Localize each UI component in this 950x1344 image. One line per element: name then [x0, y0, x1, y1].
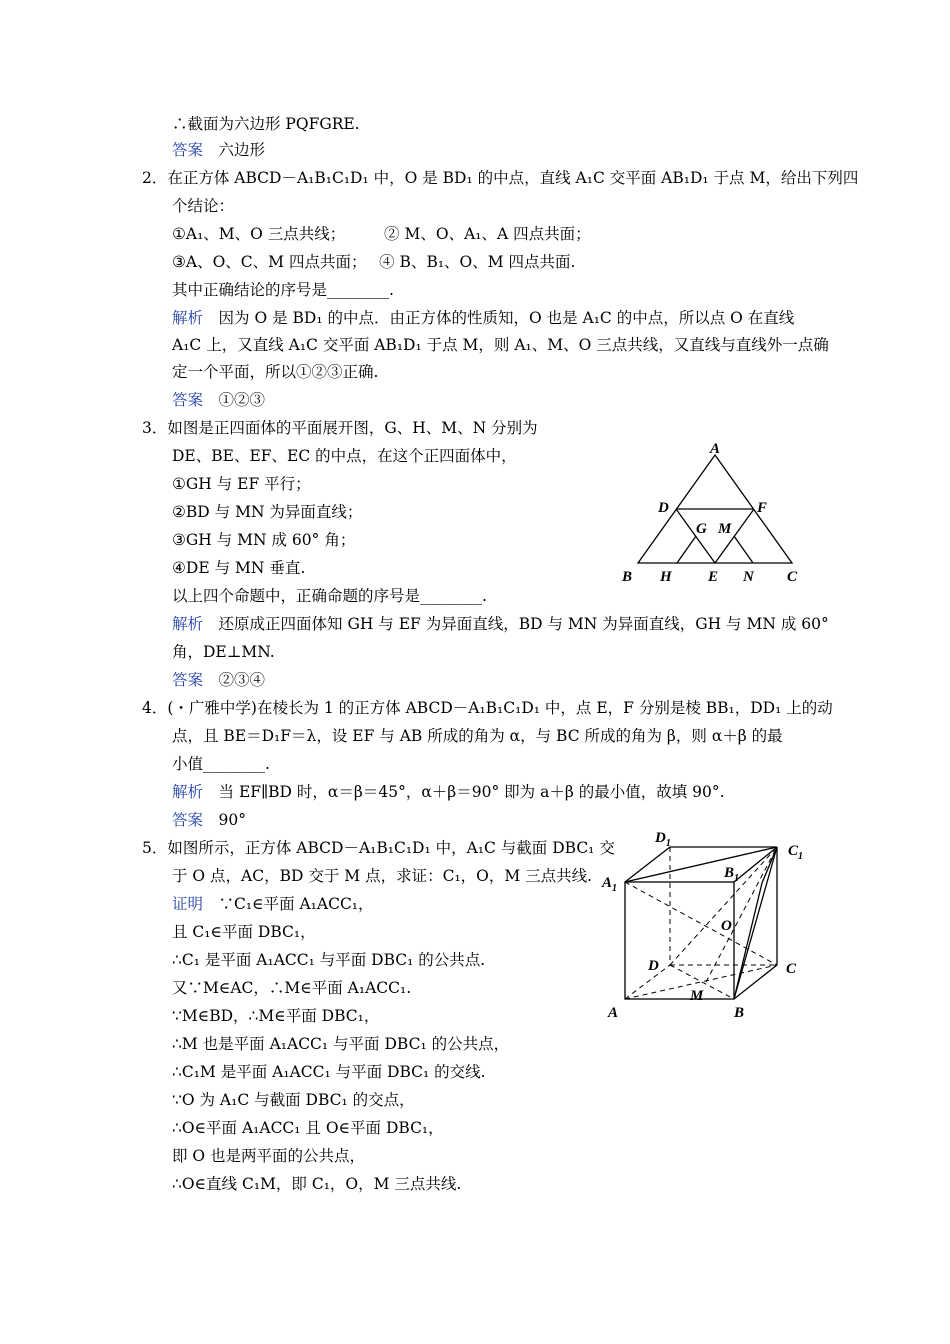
text-run: DE、BE、EF、EC 的中点，在这个正四面体中，	[172, 447, 517, 465]
text-run: ∴O∈直线 C₁M，即 C₁，O，M 三点共线.	[172, 1175, 462, 1193]
text-run: 且 C₁∈平面 DBC₁，	[172, 923, 316, 941]
text-run: 即 O 也是两平面的公共点，	[172, 1147, 366, 1165]
text-run: ∴C₁M 是平面 A₁ACC₁ 与平面 DBC₁ 的交线.	[172, 1063, 486, 1081]
label-C1: $C_1$	[788, 843, 804, 862]
text-run: 定一个平面，所以①②③正确.	[172, 363, 379, 381]
label-N: N	[743, 569, 754, 585]
label-O: O	[721, 918, 732, 934]
text-run: ∵O 为 A₁C 与截面 DBC₁ 的交点，	[172, 1091, 415, 1109]
text-line	[172, 139, 265, 161]
text-line	[172, 473, 311, 495]
text-line	[142, 837, 615, 859]
text-line	[172, 921, 316, 943]
label-E: E	[708, 569, 719, 585]
text-run: 还原成正四面体知 GH 与 EF 为异面直线，BD 与 MN 为异面直线，GH 与 MN 成 60°	[203, 615, 829, 633]
section-label: 解析	[172, 615, 204, 633]
text-run: 小值________.	[172, 755, 270, 773]
text-run: ①GH 与 EF 平行；	[172, 475, 311, 493]
text-run: 个结论：	[172, 197, 235, 215]
text-run: 3．如图是正四面体的平面展开图，G、H、M、N 分别为	[142, 419, 538, 437]
text-run: ∴C₁ 是平面 A₁ACC₁ 与平面 DBC₁ 的公共点.	[172, 951, 486, 969]
section-label: 证明	[172, 895, 204, 913]
tetrahedron-net-figure	[610, 435, 810, 590]
text-line	[142, 417, 538, 439]
text-line	[172, 334, 829, 356]
section-label: 答案	[172, 671, 204, 689]
cube-figure	[600, 825, 815, 1025]
text-line	[142, 167, 858, 189]
text-run: ①②③	[203, 391, 266, 409]
text-run: 又∵M∈AC，∴M∈平面 A₁ACC₁.	[172, 979, 412, 997]
label-B: B	[734, 1005, 745, 1021]
text-line	[172, 1089, 415, 1111]
text-run: ∵M∈BD，∴M∈平面 DBC₁，	[172, 1007, 380, 1025]
text-run: ④DE 与 MN 垂直.	[172, 559, 306, 577]
text-line	[172, 361, 378, 383]
label-D: D	[658, 500, 669, 516]
text-line	[172, 251, 576, 273]
text-line	[172, 307, 794, 329]
text-line	[172, 529, 355, 551]
text-line	[172, 1005, 379, 1027]
label-F: F	[757, 500, 768, 516]
text-run: 5．如图所示，正方体 ABCD－A₁B₁C₁D₁ 中，A₁C 与截面 DBC₁ 交	[142, 839, 615, 857]
text-line	[172, 641, 275, 663]
text-line	[172, 1033, 509, 1055]
text-line	[172, 1173, 461, 1195]
text-line	[172, 725, 783, 747]
text-run: ∵C₁∈平面 A₁ACC₁，	[203, 895, 374, 913]
section-label: 解析	[172, 783, 204, 801]
text-run: 六边形	[203, 141, 266, 159]
label-C: C	[786, 961, 797, 977]
text-run: 2．在正方体 ABCD－A₁B₁C₁D₁ 中，O 是 BD₁ 的中点，直线 A₁C 交平面 AB₁D₁ 于点 M，给出下列四	[142, 169, 859, 187]
label-A1: $A_1$	[602, 875, 618, 894]
text-line	[172, 501, 362, 523]
text-line	[172, 557, 305, 579]
text-run: ③A、O、C、M 四点共面； ④ B、B₁、O、M 四点共面.	[172, 253, 576, 271]
text-run: A₁C 上，又直线 A₁C 交平面 AB₁D₁ 于点 M，则 A₁、M、O 三点共线，又直线与直线外一点确	[172, 336, 829, 354]
section-label: 答案	[172, 391, 204, 409]
text-line	[172, 753, 270, 775]
text-line	[172, 977, 411, 999]
text-line	[172, 893, 374, 915]
label-D1: $D_1$	[655, 830, 671, 849]
text-run: ②③④	[203, 671, 266, 689]
section-label: 解析	[172, 309, 204, 327]
text-line	[172, 669, 265, 691]
label-G: G	[696, 521, 707, 537]
label-C: C	[787, 569, 798, 585]
text-run: ②BD 与 MN 为异面直线；	[172, 503, 363, 521]
text-line	[172, 865, 592, 887]
text-run: ①A₁、M、O 三点共线； ② M、O、A₁、A 四点共面；	[172, 225, 591, 243]
text-line	[172, 1117, 444, 1139]
text-run: 因为 O 是 BD₁ 的中点．由正方体的性质知，O 也是 A₁C 的中点，所以点 O 在直线	[203, 309, 795, 327]
text-line	[172, 949, 485, 971]
text-run: 90°	[203, 811, 246, 829]
text-line	[172, 195, 234, 217]
label-B: B	[622, 569, 633, 585]
section-label: 答案	[172, 811, 204, 829]
text-line	[172, 279, 394, 301]
text-line	[172, 613, 829, 635]
text-line	[172, 445, 517, 467]
text-run: 4．(・广雅中学)在棱长为 1 的正方体 ABCD－A₁B₁C₁D₁ 中，点 E，F 分别是棱 BB₁，DD₁ 上的动	[142, 699, 833, 717]
text-line	[172, 389, 265, 411]
text-line	[172, 223, 591, 245]
text-run: 当 EF∥BD 时，α＝β＝45°，α＋β＝90° 即为 a＋β 的最小值，故填 90°.	[203, 783, 725, 801]
text-line	[172, 1145, 365, 1167]
text-run: 角，DE⊥MN.	[172, 643, 275, 661]
section-label: 答案	[172, 141, 204, 159]
text-run: 其中正确结论的序号是________.	[172, 281, 394, 299]
text-line	[172, 781, 725, 803]
text-run: ∴M 也是平面 A₁ACC₁ 与平面 DBC₁ 的公共点，	[172, 1035, 510, 1053]
text-run: 点，且 BE＝D₁F＝λ，设 EF 与 AB 所成的角为 α，与 BC 所成的角为 β，则 α＋β 的最	[172, 727, 783, 745]
text-run: 于 O 点，AC，BD 交于 M 点，求证：C₁，O，M 三点共线.	[172, 867, 593, 885]
text-line	[172, 113, 360, 135]
text-run: ③GH 与 MN 成 60° 角；	[172, 531, 356, 549]
label-A: A	[608, 1005, 619, 1021]
label-M: M	[690, 988, 704, 1004]
text-line	[142, 697, 833, 719]
label-H: H	[660, 569, 672, 585]
label-A: A	[710, 441, 721, 457]
text-line	[172, 1061, 486, 1083]
text-run: 以上四个命题中，正确命题的序号是________.	[172, 587, 487, 605]
text-line	[172, 585, 487, 607]
text-run: ∴O∈平面 A₁ACC₁ 且 O∈平面 DBC₁，	[172, 1119, 444, 1137]
label-M: M	[718, 521, 732, 537]
text-run: ∴截面为六边形 PQFGRE.	[172, 115, 360, 133]
label-D: D	[648, 958, 659, 974]
label-B1: $B_1$	[724, 865, 740, 884]
text-line	[172, 809, 246, 831]
